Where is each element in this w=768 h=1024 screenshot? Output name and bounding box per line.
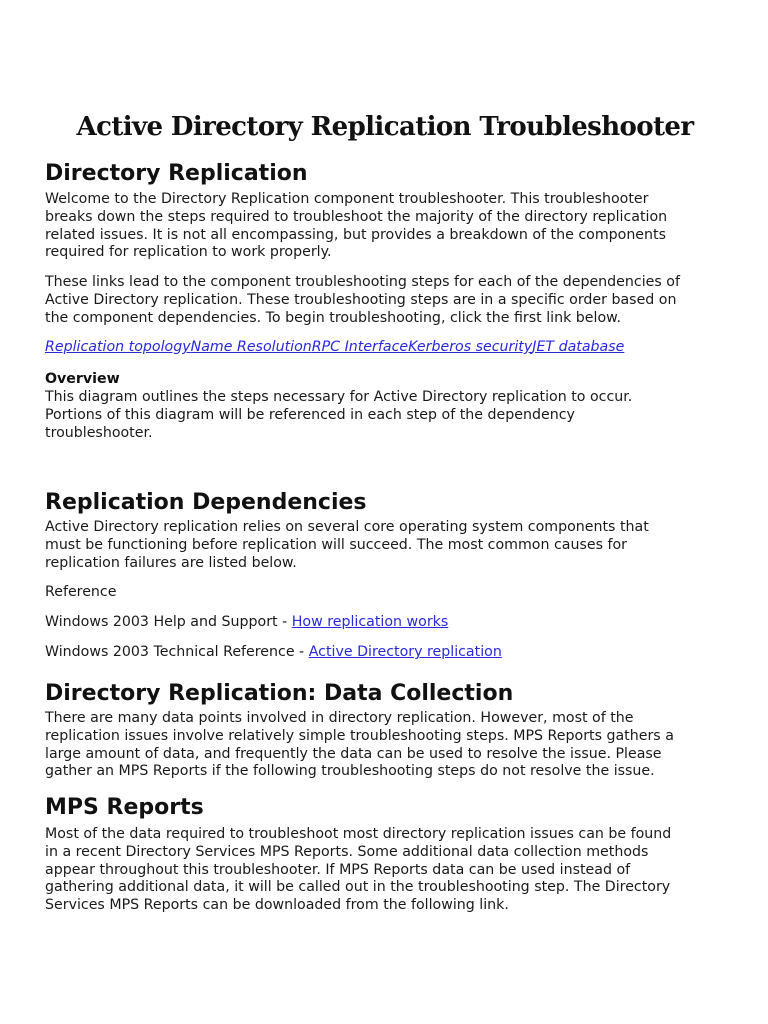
mps-reports-paragraph [45, 826, 735, 915]
overview-paragraph [45, 389, 735, 442]
link-active-directory-replication[interactable]: Active Directory replication [308, 644, 502, 660]
help-support-prefix: Windows 2003 Help and Support - [45, 614, 292, 630]
links-intro-paragraph [45, 274, 735, 327]
data-collection-paragraph [45, 710, 735, 781]
document-title: Active Directory Replication Troubleshooter [76, 112, 694, 142]
dependencies-paragraph [45, 519, 735, 572]
dependencies-line: replication failures are listed below. [45, 554, 297, 571]
link-replication-topology[interactable]: Replication topology [45, 339, 191, 355]
link-rpc-interface[interactable]: RPC Interface [311, 339, 409, 355]
mps-reports-line: Services MPS Reports can be downloaded from the following link. [45, 897, 509, 914]
data-collection-line: gather an MPS Reports if the following troubleshooting steps do not resolve the issue. [45, 763, 655, 780]
link-jet-database[interactable]: JET database [532, 339, 625, 355]
data-collection-line: replication issues involve relatively simple troubleshooting steps. MPS Reports gathers a [45, 727, 674, 744]
overview-line: troubleshooter. [45, 424, 153, 441]
data-collection-line: There are many data points involved in directory replication. However, most of the [45, 710, 634, 726]
heading-data-collection: Directory Replication: Data Collection [45, 681, 514, 706]
link-name-resolution[interactable]: Name Resolution [190, 339, 312, 355]
overview-line: Portions of this diagram will be referenced in each step of the dependency [45, 406, 575, 423]
link-kerberos-security[interactable]: Kerberos security [408, 339, 533, 355]
technical-reference [45, 644, 735, 662]
dependencies-line: must be functioning before replication will succeed. The most common causes for [45, 536, 627, 553]
links-intro-line: Active Directory replication. These troubleshooting steps are in a specific order based on [45, 291, 677, 308]
dependencies-line: Active Directory replication relies on several core operating system components that [45, 519, 649, 535]
technical-reference-prefix: Windows 2003 Technical Reference - [45, 644, 309, 660]
intro-line: required for replication to work properly. [45, 244, 332, 261]
intro-line: related issues. It is not all encompassing, but provides a breakdown of the components [45, 226, 666, 243]
mps-reports-line: gathering additional data, it will be called out in the troubleshooting step. The Directory [45, 879, 671, 896]
intro-line: breaks down the steps required to troubleshoot the majority of the directory replication [45, 208, 668, 225]
heading-directory-replication: Directory Replication [45, 161, 308, 186]
mps-reports-line: Most of the data required to troubleshoot most directory replication issues can be found [45, 826, 672, 842]
mps-reports-line: appear throughout this troubleshooter. If MPS Reports data can be used instead of [45, 861, 631, 878]
intro-paragraph [45, 191, 735, 262]
heading-replication-dependencies: Replication Dependencies [45, 490, 367, 515]
reference-label: Reference [45, 584, 117, 600]
help-support-reference [45, 614, 735, 632]
heading-mps-reports: MPS Reports [45, 795, 204, 820]
heading-overview: Overview [45, 371, 120, 387]
links-intro-line: the component dependencies. To begin troubleshooting, click the first link below. [45, 309, 621, 326]
data-collection-line: large amount of data, and frequently the data can be used to resolve the issue. Please [45, 745, 662, 762]
overview-line: This diagram outlines the steps necessary for Active Directory replication to occur. [45, 389, 633, 405]
component-links-row [45, 339, 735, 357]
links-intro-line: These links lead to the component troubleshooting steps for each of the dependencies of [45, 274, 680, 290]
link-how-replication-works[interactable]: How replication works [291, 614, 449, 630]
intro-line: Welcome to the Directory Replication component troubleshooter. This troubleshooter [45, 191, 649, 207]
mps-reports-line: in a recent Directory Services MPS Reports. Some additional data collection methods [45, 843, 649, 860]
